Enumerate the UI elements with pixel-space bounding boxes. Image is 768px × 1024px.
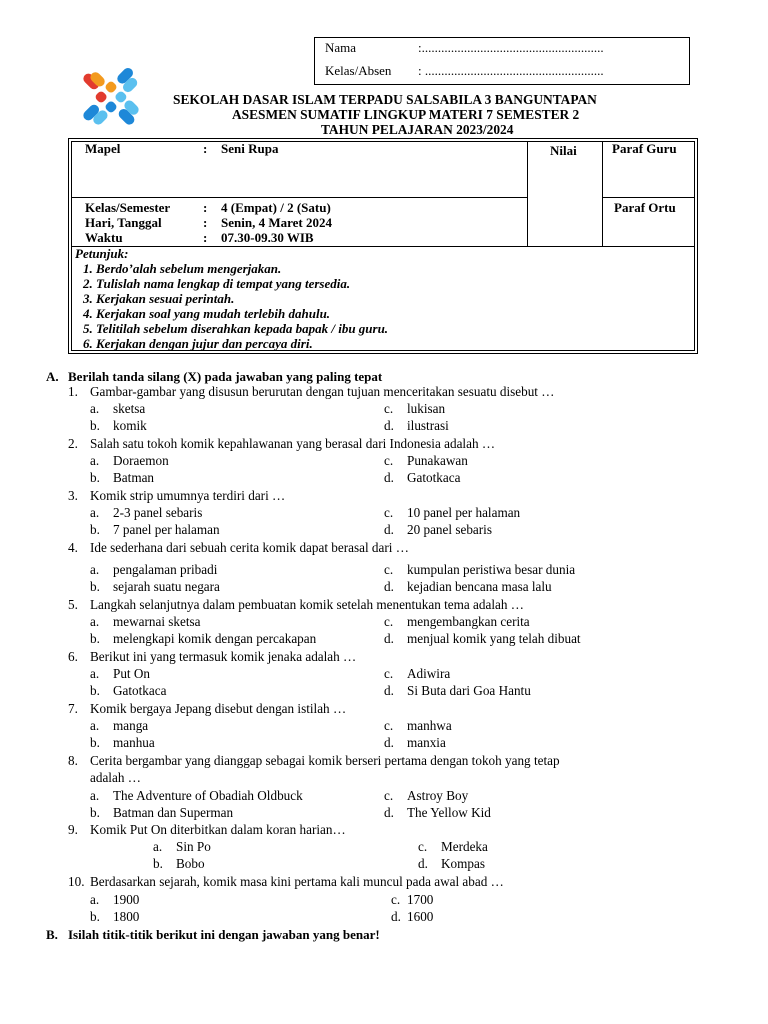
option-letter-a[interactable]: a.: [90, 892, 100, 907]
option-letter-c[interactable]: c.: [384, 401, 394, 416]
colon: :: [203, 215, 208, 230]
option-a[interactable]: 2-3 panel sebaris: [113, 505, 203, 520]
option-letter-b[interactable]: b.: [90, 579, 100, 594]
option-d[interactable]: menjual komik yang telah dibuat: [407, 631, 581, 646]
option-d[interactable]: kejadian bencana masa lalu: [407, 579, 552, 594]
option-letter-d[interactable]: d.: [384, 522, 394, 537]
option-letter-a[interactable]: a.: [90, 718, 100, 733]
option-letter-b[interactable]: b.: [153, 856, 163, 871]
option-letter-c[interactable]: c.: [384, 718, 394, 733]
petunjuk-item: 3. Kerjakan sesuai perintah.: [83, 291, 235, 306]
option-letter-d[interactable]: d.: [384, 418, 394, 433]
option-c[interactable]: manhwa: [407, 718, 452, 733]
option-letter-b[interactable]: b.: [90, 418, 100, 433]
question-text: Gambar-gambar yang disusun berurutan dengan tujuan menceritakan sesuatu disebut …: [90, 384, 555, 399]
option-letter-c[interactable]: c.: [384, 614, 394, 629]
option-letter-c[interactable]: c.: [418, 839, 428, 854]
option-c[interactable]: Adiwira: [407, 666, 451, 681]
class-field[interactable]: : .......................................................: [418, 63, 604, 78]
question-number: 4.: [68, 540, 78, 555]
option-b[interactable]: melengkapi komik dengan percakapan: [113, 631, 317, 646]
option-letter-d[interactable]: d.: [384, 735, 394, 750]
question-number: 6.: [68, 649, 78, 664]
name-field[interactable]: :........................................................: [418, 40, 604, 55]
option-d[interactable]: 20 panel sebaris: [407, 522, 492, 537]
option-letter-b[interactable]: b.: [90, 805, 100, 820]
option-c[interactable]: 1700: [407, 892, 434, 907]
question-number: 2.: [68, 436, 78, 451]
paraf-guru-label: Paraf Guru: [612, 141, 677, 156]
petunjuk-title: Petunjuk:: [75, 246, 129, 261]
academic-year: TAHUN PELAJARAN 2023/2024: [321, 122, 514, 137]
question-text: Salah satu tokoh komik kepahlawanan yang berasal dari Indonesia adalah …: [90, 436, 496, 451]
mapel-value: Seni Rupa: [221, 141, 279, 156]
hari-value: Senin, 4 Maret 2024: [221, 215, 332, 230]
hari-label: Hari, Tanggal: [85, 215, 162, 230]
option-b[interactable]: Bobo: [176, 856, 205, 871]
option-b[interactable]: Batman: [113, 470, 155, 485]
option-letter-a[interactable]: a.: [90, 788, 100, 803]
kelas-label: Kelas/Semester: [85, 200, 171, 215]
exam-title: ASESMEN SUMATIF LINGKUP MATERI 7 SEMESTER 2: [232, 107, 580, 122]
petunjuk-item: 6. Kerjakan dengan jujur dan percaya diri.: [83, 336, 313, 351]
question-text: Langkah selanjutnya dalam pembuatan komik setelah menentukan tema adalah …: [90, 597, 524, 612]
waktu-label: Waktu: [85, 230, 123, 245]
option-letter-a[interactable]: a.: [90, 453, 100, 468]
option-letter-a[interactable]: a.: [90, 505, 100, 520]
option-c[interactable]: Merdeka: [441, 839, 488, 854]
question-number: 3.: [68, 488, 78, 503]
option-d[interactable]: manxia: [407, 735, 446, 750]
section-a-title: Berilah tanda silang (X) pada jawaban yang paling tepat: [68, 369, 383, 384]
colon: :: [203, 200, 208, 215]
option-a[interactable]: 1900: [113, 892, 140, 907]
question-text: adalah …: [90, 770, 141, 785]
option-letter-b[interactable]: b.: [90, 735, 100, 750]
option-d[interactable]: The Yellow Kid: [407, 805, 491, 820]
option-letter-b[interactable]: b.: [90, 631, 100, 646]
option-d[interactable]: ilustrasi: [407, 418, 449, 433]
option-letter-a[interactable]: a.: [90, 562, 100, 577]
option-d[interactable]: 1600: [407, 909, 434, 924]
option-c[interactable]: Punakawan: [407, 453, 468, 468]
option-letter-b[interactable]: b.: [90, 683, 100, 698]
waktu-value: 07.30-09.30 WIB: [221, 230, 314, 245]
option-letter-c[interactable]: c.: [384, 788, 394, 803]
option-a[interactable]: Doraemon: [113, 453, 169, 468]
question-text: Cerita bergambar yang dianggap sebagai komik berseri pertama dengan tokoh yang tetap: [90, 753, 560, 768]
option-letter-c[interactable]: c.: [384, 453, 394, 468]
question-number: 8.: [68, 753, 78, 768]
section-b-title: Isilah titik-titik berikut ini dengan jawaban yang benar!: [68, 927, 380, 942]
petunjuk-item: 2. Tulislah nama lengkap di tempat yang tersedia.: [83, 276, 351, 291]
question-number: 1.: [68, 384, 78, 399]
option-letter-a[interactable]: a.: [90, 401, 100, 416]
option-d[interactable]: Gatotkaca: [407, 470, 461, 485]
option-b[interactable]: 7 panel per halaman: [113, 522, 220, 537]
class-label: Kelas/Absen: [325, 63, 392, 78]
question-number: 7.: [68, 701, 78, 716]
section-b-letter: B.: [46, 927, 58, 942]
petunjuk-item: 4. Kerjakan soal yang mudah terlebih dahulu.: [83, 306, 331, 321]
option-c[interactable]: kumpulan peristiwa besar dunia: [407, 562, 576, 577]
paraf-ortu-label: Paraf Ortu: [614, 200, 676, 215]
option-a[interactable]: sketsa: [113, 401, 146, 416]
option-letter-c[interactable]: c.: [384, 505, 394, 520]
question-text: Komik bergaya Jepang disebut dengan istilah …: [90, 701, 347, 716]
school-name: SEKOLAH DASAR ISLAM TERPADU SALSABILA 3 BANGUNTAPAN: [173, 92, 597, 107]
option-letter-d[interactable]: d.: [391, 909, 401, 924]
option-c[interactable]: lukisan: [407, 401, 446, 416]
option-a[interactable]: pengalaman pribadi: [113, 562, 218, 577]
option-letter-b[interactable]: b.: [90, 470, 100, 485]
option-b[interactable]: manhua: [113, 735, 155, 750]
option-letter-d[interactable]: d.: [384, 683, 394, 698]
option-letter-a[interactable]: a.: [153, 839, 163, 854]
question-text: Komik Put On diterbitkan dalam koran harian…: [90, 822, 346, 837]
option-b[interactable]: sejarah suatu negara: [113, 579, 220, 594]
option-a[interactable]: Put On: [113, 666, 151, 681]
option-letter-c[interactable]: c.: [384, 562, 394, 577]
question-text: Berikut ini yang termasuk komik jenaka adalah …: [90, 649, 357, 664]
option-letter-c[interactable]: c.: [391, 892, 401, 907]
school-logo: [70, 60, 152, 134]
option-letter-d[interactable]: d.: [384, 631, 394, 646]
option-c[interactable]: 10 panel per halaman: [407, 505, 521, 520]
name-label: Nama: [325, 40, 357, 55]
option-b[interactable]: 1800: [113, 909, 140, 924]
option-letter-d[interactable]: d.: [384, 470, 394, 485]
option-letter-a[interactable]: a.: [90, 614, 100, 629]
option-a[interactable]: mewarnai sketsa: [113, 614, 201, 629]
question-number: 10.: [68, 874, 85, 889]
question-number: 9.: [68, 822, 78, 837]
option-letter-c[interactable]: c.: [384, 666, 394, 681]
option-c[interactable]: mengembangkan cerita: [407, 614, 530, 629]
option-letter-a[interactable]: a.: [90, 666, 100, 681]
option-c[interactable]: Astroy Boy: [407, 788, 469, 803]
question-number: 5.: [68, 597, 78, 612]
colon: :: [203, 230, 208, 245]
option-letter-b[interactable]: b.: [90, 522, 100, 537]
option-letter-d[interactable]: d.: [418, 856, 428, 871]
option-a[interactable]: manga: [113, 718, 149, 733]
option-b[interactable]: Batman dan Superman: [113, 805, 234, 820]
petunjuk-item: 1. Berdo’alah sebelum mengerjakan.: [83, 261, 282, 276]
option-a[interactable]: Sin Po: [176, 839, 211, 854]
kelas-value: 4 (Empat) / 2 (Satu): [221, 200, 331, 215]
question-text: Berdasarkan sejarah, komik masa kini pertama kali muncul pada awal abad …: [90, 874, 504, 889]
petunjuk-item: 5. Telitilah sebelum diserahkan kepada bapak / ibu guru.: [83, 321, 389, 336]
option-d[interactable]: Si Buta dari Goa Hantu: [407, 683, 531, 698]
colon: :: [203, 141, 208, 156]
mapel-label: Mapel: [85, 141, 121, 156]
option-b[interactable]: komik: [113, 418, 147, 433]
option-d[interactable]: Kompas: [441, 856, 485, 871]
option-a[interactable]: The Adventure of Obadiah Oldbuck: [113, 788, 303, 803]
nilai-label: Nilai: [550, 143, 577, 158]
option-letter-d[interactable]: d.: [384, 579, 394, 594]
question-text: Ide sederhana dari sebuah cerita komik dapat berasal dari …: [90, 540, 409, 555]
question-text: Komik strip umumnya terdiri dari …: [90, 488, 286, 503]
option-letter-b[interactable]: b.: [90, 909, 100, 924]
section-a-letter: A.: [46, 369, 59, 384]
option-b[interactable]: Gatotkaca: [113, 683, 167, 698]
option-letter-d[interactable]: d.: [384, 805, 394, 820]
